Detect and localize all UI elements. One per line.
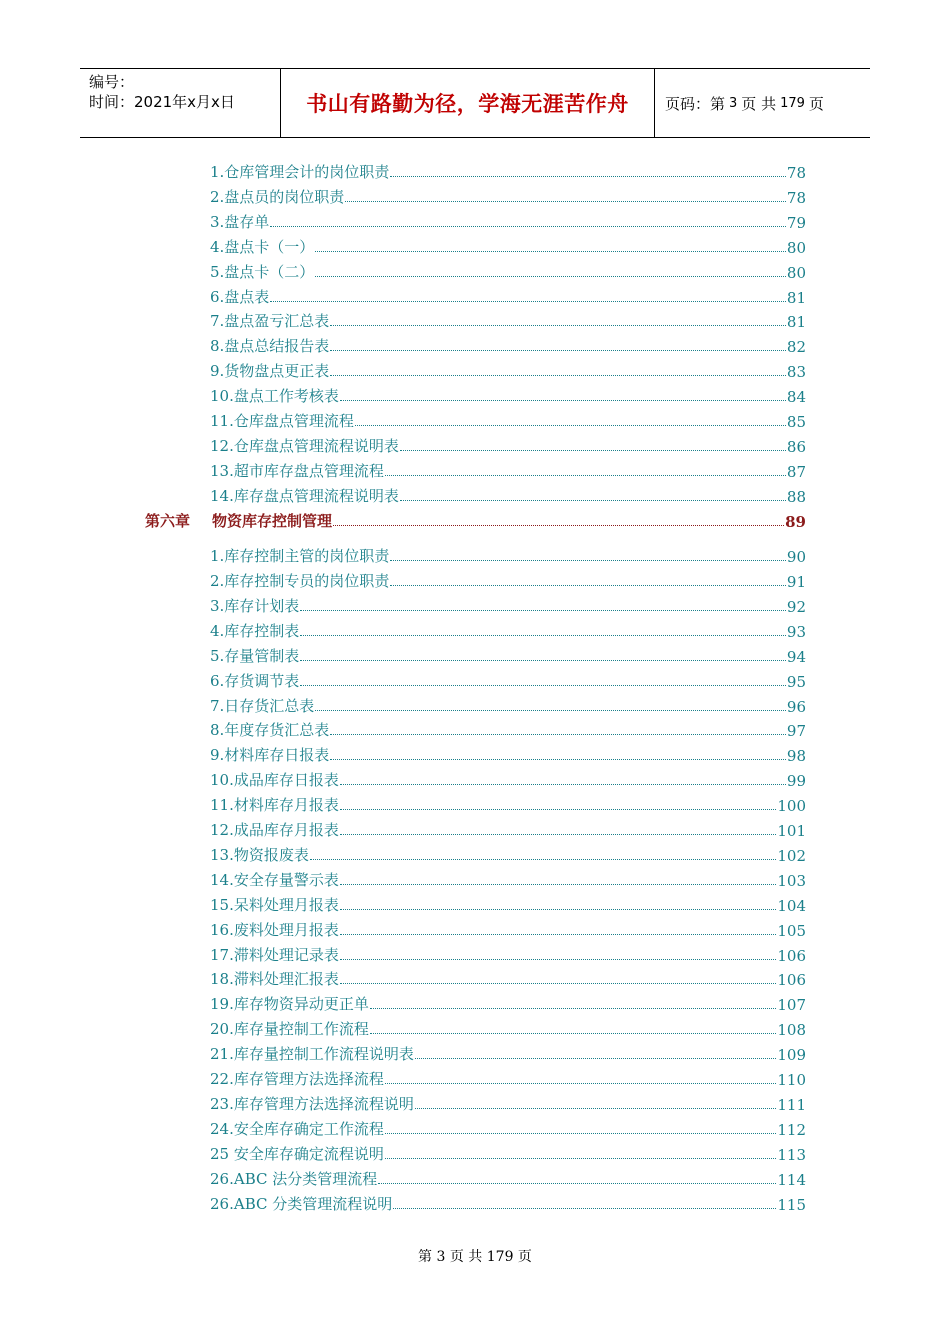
- toc-entry-title: 25 安全库存确定流程说明: [210, 1144, 384, 1163]
- toc-entry[interactable]: [210, 694, 806, 716]
- page-prefix: 页码：第: [665, 94, 726, 113]
- toc-entry[interactable]: [210, 644, 806, 666]
- toc-entry-title: 15.呆料处理月报表: [210, 895, 339, 914]
- toc-entry-page: 108: [777, 1021, 806, 1040]
- toc-leader-dots: [370, 1033, 777, 1034]
- toc-entry-title: 19.库存物资异动更正单: [210, 995, 369, 1014]
- toc-entry-page: 114: [777, 1170, 806, 1189]
- toc-leader-dots: [385, 1083, 777, 1084]
- toc-leader-dots: [330, 325, 786, 326]
- toc-entry-page: 82: [786, 338, 806, 357]
- toc-leader-dots: [330, 350, 786, 351]
- toc-leader-dots: [393, 1208, 776, 1209]
- toc-leader-dots: [300, 635, 786, 636]
- toc-entry-page: 99: [786, 772, 806, 791]
- toc-entry-title: 9.货物盘点更正表: [210, 362, 330, 381]
- toc-leader-dots: [270, 301, 786, 302]
- toc-entry-page: 85: [786, 413, 806, 431]
- toc-entry-page: 91: [786, 573, 806, 591]
- toc-entry-page: 109: [777, 1046, 806, 1065]
- toc-entry[interactable]: [210, 793, 806, 815]
- toc-entry-title: 2.盘点员的岗位职责: [210, 187, 345, 206]
- header-info: [80, 69, 281, 137]
- toc-leader-dots: [340, 834, 777, 835]
- toc-leader-dots: [355, 425, 786, 426]
- toc-chapter-text: 物资库存控制管理: [212, 511, 333, 530]
- toc-entry-title: 17.滞料处理记录表: [210, 945, 339, 964]
- toc-entry-title: 1.仓库管理会计的岗位职责: [210, 163, 390, 181]
- toc-leader-dots: [340, 884, 777, 885]
- toc-leader-dots: [270, 226, 786, 227]
- toc-entry[interactable]: [210, 992, 806, 1014]
- toc-leader-dots: [378, 1183, 776, 1184]
- toc-entry[interactable]: [210, 868, 806, 890]
- toc-leader-dots: [345, 201, 786, 202]
- toc-entry[interactable]: [210, 967, 806, 989]
- page-current: 3: [729, 95, 738, 111]
- toc-entry-page: 113: [777, 1145, 806, 1164]
- toc-entry-title: 3.盘存单: [210, 212, 270, 231]
- toc-entry-page: 81: [786, 313, 806, 332]
- toc-entry-title: 11.仓库盘点管理流程: [210, 412, 354, 430]
- toc-leader-dots: [385, 1158, 777, 1159]
- toc-leader-dots: [385, 475, 786, 476]
- toc-entry[interactable]: [210, 185, 806, 207]
- toc-leader-dots: [300, 660, 786, 661]
- page-mid: 页 共: [741, 94, 777, 113]
- toc-entry[interactable]: [210, 1042, 806, 1064]
- toc-entry[interactable]: [210, 594, 806, 616]
- toc-entry-title: 21.库存量控制工作流程说明表: [210, 1045, 414, 1064]
- toc-leader-dots: [315, 710, 786, 711]
- toc-entry-page: 104: [777, 896, 806, 915]
- toc-entry-page: 93: [786, 622, 806, 641]
- toc-entry-title: 8.盘点总结报告表: [210, 337, 330, 356]
- toc-entry-title: 7.盘点盈亏汇总表: [210, 312, 330, 331]
- toc-entry-title: 10.盘点工作考核表: [210, 387, 339, 406]
- toc-entry[interactable]: [210, 334, 806, 356]
- toc-entry[interactable]: [210, 409, 806, 431]
- toc-leader-dots: [310, 859, 777, 860]
- toc-entry[interactable]: [210, 1167, 806, 1189]
- toc-entry-page: 97: [786, 722, 806, 741]
- toc-entry[interactable]: [210, 1067, 806, 1089]
- toc-entry-page: 87: [786, 462, 806, 481]
- toc-entry-title: 4.盘点卡（一）: [210, 237, 315, 256]
- toc-entry-page: 80: [786, 263, 806, 282]
- toc-entry-title: 16.废料处理月报表: [210, 920, 339, 939]
- toc-chapter-title: [145, 510, 332, 531]
- toc-entry-page: 92: [786, 597, 806, 616]
- toc-entry-title: 18.滞料处理汇报表: [210, 970, 339, 989]
- toc-entry[interactable]: [210, 434, 806, 456]
- toc-entry-page: 95: [786, 672, 806, 691]
- toc-entry-title: 9.材料库存日报表: [210, 746, 330, 765]
- toc-leader-dots: [340, 909, 777, 910]
- toc-entry-title: 6.存货调节表: [210, 671, 300, 690]
- toc-leader-dots: [333, 525, 784, 526]
- toc-leader-dots: [390, 585, 786, 586]
- toc-entry-title: 13.物资报废表: [210, 845, 309, 864]
- toc-entry-page: 96: [786, 697, 806, 716]
- toc-entry[interactable]: [210, 285, 806, 307]
- toc-leader-dots: [415, 1058, 777, 1059]
- toc-entry-page: 90: [786, 548, 806, 567]
- toc-entry-page: 102: [777, 846, 806, 865]
- toc-entry-title: 2.库存控制专员的岗位职责: [210, 572, 390, 590]
- toc-entry-title: 6.盘点表: [210, 287, 270, 306]
- toc-entry[interactable]: [210, 459, 806, 481]
- toc-leader-dots: [390, 560, 786, 561]
- toc-entry[interactable]: [210, 893, 806, 915]
- page-suffix: 页: [808, 94, 824, 113]
- page-total: 179: [780, 95, 805, 111]
- toc-entry-page: 106: [777, 946, 806, 965]
- toc-leader-dots: [330, 375, 786, 376]
- toc-entry[interactable]: [210, 484, 806, 506]
- page-header: [80, 68, 870, 138]
- toc-entry[interactable]: [210, 544, 806, 566]
- toc-leader-dots: [340, 400, 786, 401]
- toc-entry-page: 94: [786, 647, 806, 666]
- toc-entry-page: 107: [777, 996, 806, 1015]
- toc-entry-page: 79: [786, 213, 806, 232]
- toc-entry[interactable]: [210, 260, 806, 282]
- toc-leader-dots: [300, 685, 786, 686]
- toc-entry-title: 23.库存管理方法选择流程说明: [210, 1094, 414, 1113]
- toc-entry[interactable]: [210, 818, 806, 840]
- toc-leader-dots: [340, 934, 777, 935]
- toc-leader-dots: [340, 959, 777, 960]
- toc-entry[interactable]: [210, 843, 806, 865]
- toc-entry-page: 80: [786, 238, 806, 257]
- toc-entry-page: 89: [785, 512, 806, 531]
- toc-entry-page: 100: [777, 797, 806, 816]
- toc-leader-dots: [330, 734, 786, 735]
- toc-entry[interactable]: [210, 1142, 806, 1164]
- toc-entry-title: 3.库存计划表: [210, 596, 300, 615]
- toc-entry[interactable]: [210, 160, 806, 182]
- toc-entry-title: 20.库存量控制工作流程: [210, 1020, 369, 1039]
- toc-entry[interactable]: [210, 918, 806, 940]
- toc-entry-title: 12.仓库盘点管理流程说明表: [210, 436, 399, 455]
- toc-entry-page: 81: [786, 288, 806, 307]
- toc-entry-page: 101: [777, 822, 806, 840]
- toc-entry-title: 26.ABC 法分类管理流程: [210, 1169, 378, 1188]
- toc-entry-page: 115: [777, 1195, 806, 1214]
- time-label: 时间：2021年x月x日: [89, 93, 235, 111]
- toc-entry-title: 4.库存控制表: [210, 621, 300, 640]
- toc-leader-dots: [340, 784, 786, 785]
- toc-entry[interactable]: [210, 210, 806, 232]
- toc-entry[interactable]: [210, 669, 806, 691]
- toc-entry-title: 11.材料库存月报表: [210, 796, 339, 815]
- toc-entry-title: 13.超市库存盘点管理流程: [210, 461, 384, 480]
- toc-entry-page: 106: [777, 971, 806, 990]
- toc-entry-title: 14.安全存量警示表: [210, 870, 339, 889]
- toc-entry[interactable]: [210, 1092, 806, 1114]
- toc-entry-page: 86: [786, 437, 806, 456]
- toc-leader-dots: [340, 983, 777, 984]
- toc-entry[interactable]: [210, 743, 806, 765]
- toc-entry[interactable]: [210, 718, 806, 740]
- toc-leader-dots: [400, 500, 786, 501]
- page-footer: 第 3 页 共 179 页: [418, 1249, 532, 1265]
- toc-leader-dots: [300, 610, 786, 611]
- toc-entry-page: 83: [786, 363, 806, 382]
- toc-entry[interactable]: [210, 1192, 806, 1214]
- toc-chapter-label: 第六章: [145, 511, 191, 530]
- toc-entry-title: 10.成品库存日报表: [210, 771, 339, 790]
- toc-entry-page: 98: [786, 747, 806, 766]
- toc-chapter-entry[interactable]: [145, 509, 806, 531]
- toc-entry-page: 110: [777, 1071, 806, 1089]
- header-motto: 书山有路勤为径，学海无涯苦作舟: [281, 69, 655, 137]
- toc-entry-title: 26.ABC 分类管理流程说明: [210, 1194, 393, 1213]
- toc-entry[interactable]: [210, 943, 806, 965]
- toc-entry-title: 5.存量管制表: [210, 646, 300, 665]
- toc-entry-title: 5.盘点卡（二）: [210, 262, 315, 281]
- toc-entry-title: 22.库存管理方法选择流程: [210, 1070, 384, 1088]
- toc-entry-page: 111: [777, 1095, 806, 1114]
- toc-leader-dots: [400, 450, 786, 451]
- toc-entry-page: 88: [786, 487, 806, 506]
- toc-entry[interactable]: [210, 1017, 806, 1039]
- toc-entry[interactable]: [210, 768, 806, 790]
- header-page-info: [655, 69, 870, 137]
- toc-entry-page: 105: [777, 921, 806, 940]
- toc-entry[interactable]: [210, 359, 806, 381]
- toc-leader-dots: [315, 251, 786, 252]
- toc-leader-dots: [330, 759, 786, 760]
- toc-entry[interactable]: [210, 235, 806, 257]
- toc-leader-dots: [385, 1133, 777, 1134]
- toc-entry[interactable]: [210, 619, 806, 641]
- toc-leader-dots: [390, 176, 786, 177]
- toc-entry[interactable]: [210, 309, 806, 331]
- toc-entry-page: 78: [786, 164, 806, 182]
- toc-entry-title: 12.成品库存月报表: [210, 821, 339, 839]
- toc-entry-title: 8.年度存货汇总表: [210, 721, 330, 740]
- toc-entry-page: 112: [777, 1120, 806, 1139]
- toc-leader-dots: [315, 276, 786, 277]
- toc-entry-page: 84: [786, 388, 806, 407]
- toc-entry[interactable]: [210, 569, 806, 591]
- toc-entry-title: 14.库存盘点管理流程说明表: [210, 486, 399, 505]
- toc-leader-dots: [370, 1008, 777, 1009]
- toc-entry-title: 7.日存货汇总表: [210, 696, 315, 715]
- toc-entry-title: 1.库存控制主管的岗位职责: [210, 547, 390, 566]
- toc-entry[interactable]: [210, 1117, 806, 1139]
- toc-entry-title: 24.安全库存确定工作流程: [210, 1119, 384, 1138]
- toc-leader-dots: [415, 1108, 777, 1109]
- toc-entry-page: 103: [777, 871, 806, 890]
- serial-label: 编号：: [89, 73, 135, 91]
- toc-leader-dots: [340, 809, 777, 810]
- toc-entry-page: 78: [786, 188, 806, 207]
- toc-entry[interactable]: [210, 384, 806, 406]
